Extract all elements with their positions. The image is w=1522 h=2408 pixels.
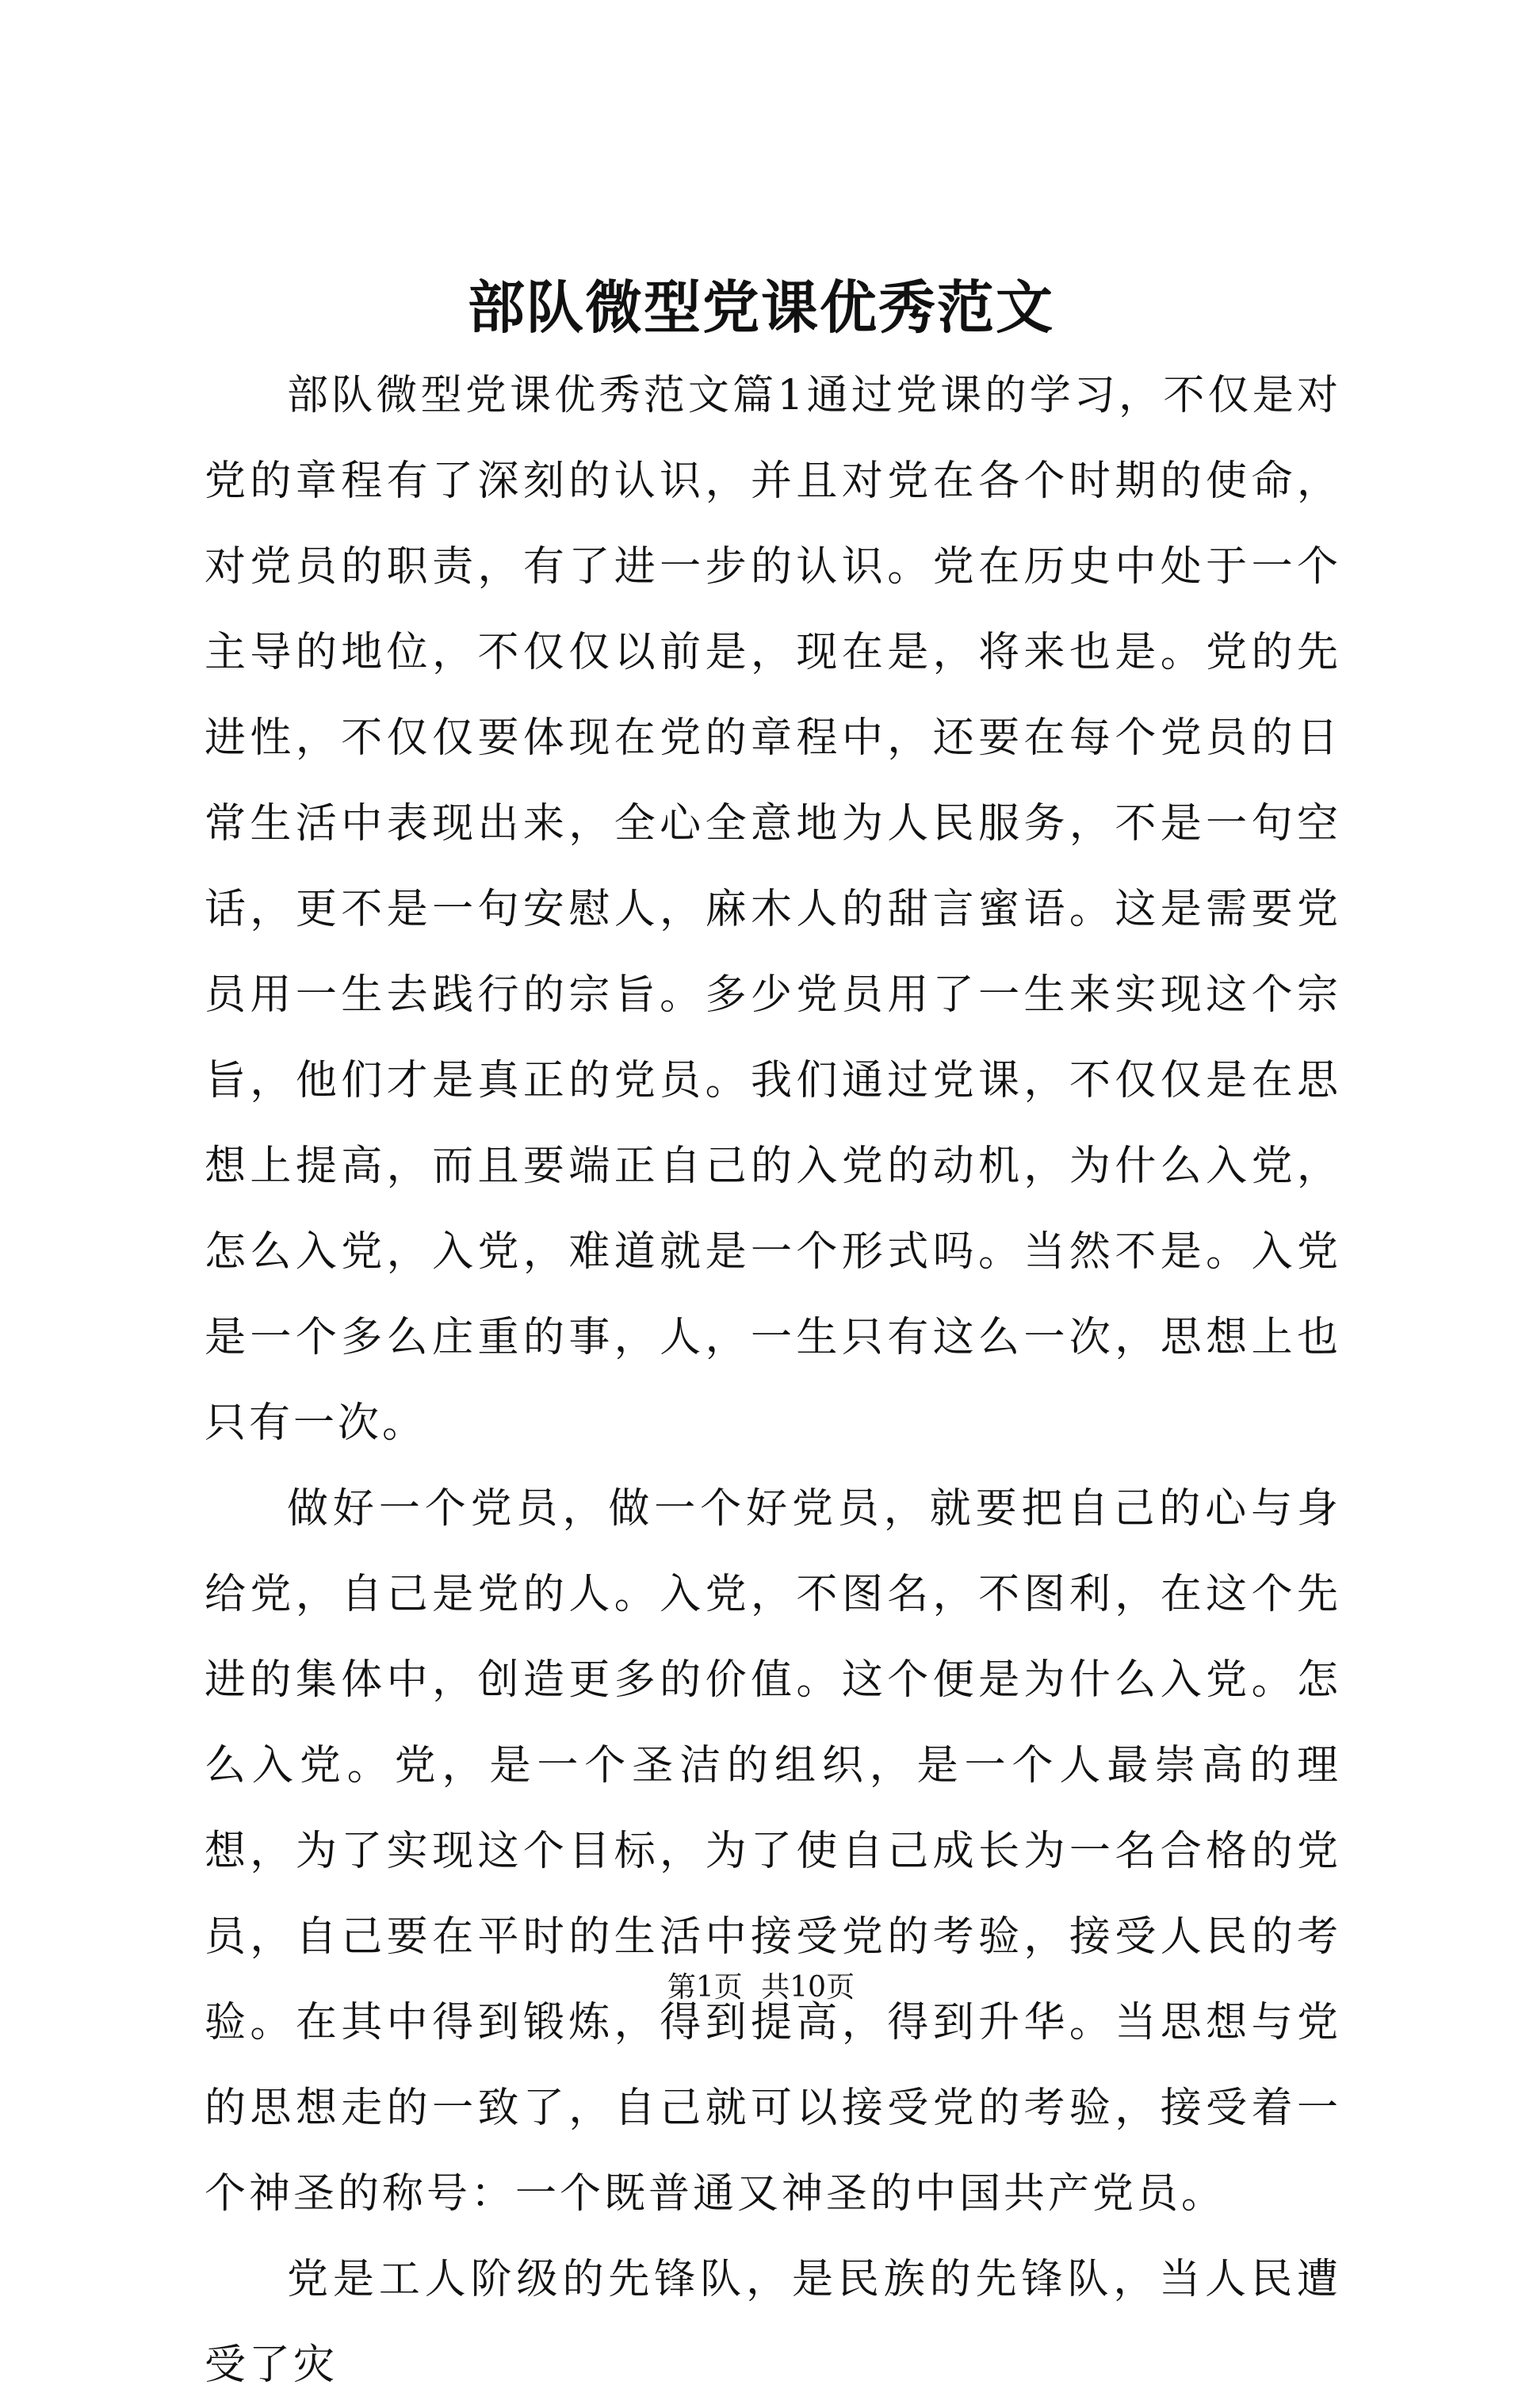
page-number: 第1页 — [667, 1971, 743, 2004]
paragraph-3: 党是工人阶级的先锋队，是民族的先锋队，当人民遭受了灾 — [205, 2256, 1341, 2389]
paragraph-1: 部队微型党课优秀范文篇1通过党课的学习，不仅是对党的章程有了深刻的认识，并且对党在各个时期的使命，对党员的职责，有了进一步的认识。党在历史中处于一个主导的地位，不仅仅以前是，现在是，将来也是。党的先进性，不仅仅要体现在党的章程中，还要在每个党员的日常生活中表现出来，全心全意地为人民服务，不是一句空话，更不是一句安慰人，麻木人的甜言蜜语。这是需要党员用一生去践行的宗旨。多少党员用了一生来实现这个宗旨，他们才是真正的党员。我们通过党课，不仅仅是在思想上提高，而且要端正自己的入党的动机，为什么入党，怎么入党，入党，难道就是一个形式吗。当然不是。入党是一个多么庄重的事，人，一生只有这么一次，思想上也只有一次。 — [205, 372, 1341, 1447]
document-body — [205, 353, 1341, 2408]
page-total: 共10页 — [761, 1971, 855, 2004]
page-footer — [0, 1968, 1522, 2008]
page-title: 部队微型党课优秀范文 — [467, 274, 1054, 341]
paragraph-2: 做好一个党员，做一个好党员，就要把自己的心与身给党，自己是党的人。入党，不图名，不图利，在这个先进的集体中，创造更多的价值。这个便是为什么入党。怎么入党。党，是一个圣洁的组织，是一个人最崇高的理想，为了实现这个目标，为了使自己成长为一名合格的党员，自己要在平时的生活中接受党的考验，接受人民的考验。在其中得到锻炼，得到提高，得到升华。当思想与党的思想走的一致了，自己就可以接受党的考验，接受着一个神圣的称号：一个既普通又神圣的中国共产党员。 — [205, 1485, 1341, 2218]
